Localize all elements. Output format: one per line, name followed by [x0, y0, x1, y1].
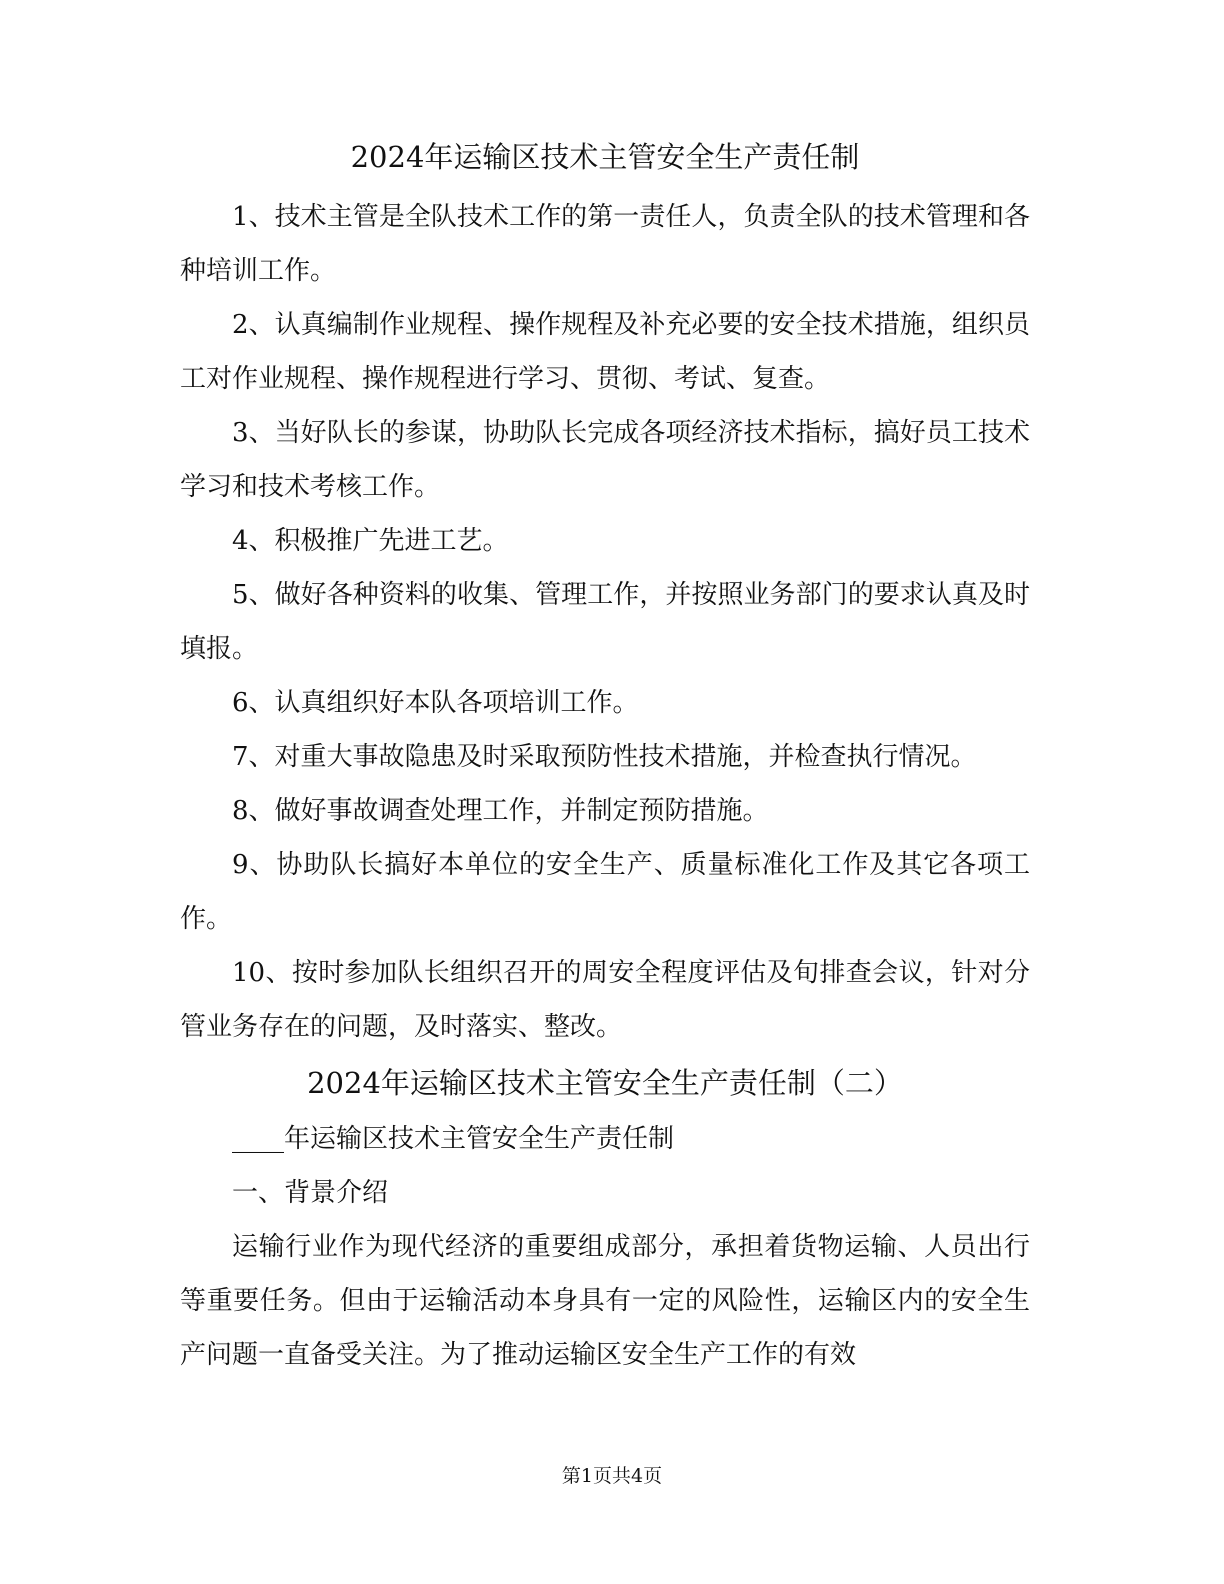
list-item: 8、做好事故调查处理工作，并制定预防措施。	[232, 796, 769, 826]
list-item: 2、认真编制作业规程、操作规程及补充必要的安全技术措施，组织员工对作业规程、操作规程进行学习、贯彻、考试、复查。	[180, 310, 1030, 394]
list-item: 5、做好各种资料的收集、管理工作，并按照业务部门的要求认真及时填报。	[180, 580, 1030, 664]
list-item: 9、协助队长搞好本单位的安全生产、质量标准化工作及其它各项工作。	[180, 850, 1030, 934]
section-heading: 一、背景介绍	[232, 1178, 389, 1208]
section-title-2: 2024年运输区技术主管安全生产责任制（二）	[307, 1066, 903, 1100]
list-item: 4、积极推广先进工艺。	[232, 526, 509, 556]
list-item: 7、对重大事故隐患及时采取预防性技术措施，并检查执行情况。	[232, 742, 977, 772]
list-item: 10、按时参加队长组织召开的周安全程度评估及旬排查会议，针对分管业务存在的问题，及时落实、整改。	[180, 958, 1030, 1042]
document-body	[180, 128, 1030, 1382]
document-subtitle	[180, 1112, 1030, 1166]
subtitle-text: 年运输区技术主管安全生产责任制	[284, 1124, 675, 1154]
list-item: 3、当好队长的参谋，协助队长完成各项经济技术指标，搞好员工技术学习和技术考核工作。	[180, 418, 1030, 502]
section-paragraph: 运输行业作为现代经济的重要组成部分，承担着货物运输、人员出行等重要任务。但由于运输活动本身具有一定的风险性，运输区内的安全生产问题一直备受关注。为了推动运输区安全生产工作的有效	[180, 1232, 1030, 1370]
underline-blank: ____	[232, 1124, 284, 1154]
list-item: 6、认真组织好本队各项培训工作。	[232, 688, 639, 718]
document-title: 2024年运输区技术主管安全生产责任制	[350, 140, 860, 174]
list-item: 1、技术主管是全队技术工作的第一责任人，负责全队的技术管理和各种培训工作。	[180, 202, 1030, 286]
page-number: 第1页共4页	[561, 1465, 663, 1487]
